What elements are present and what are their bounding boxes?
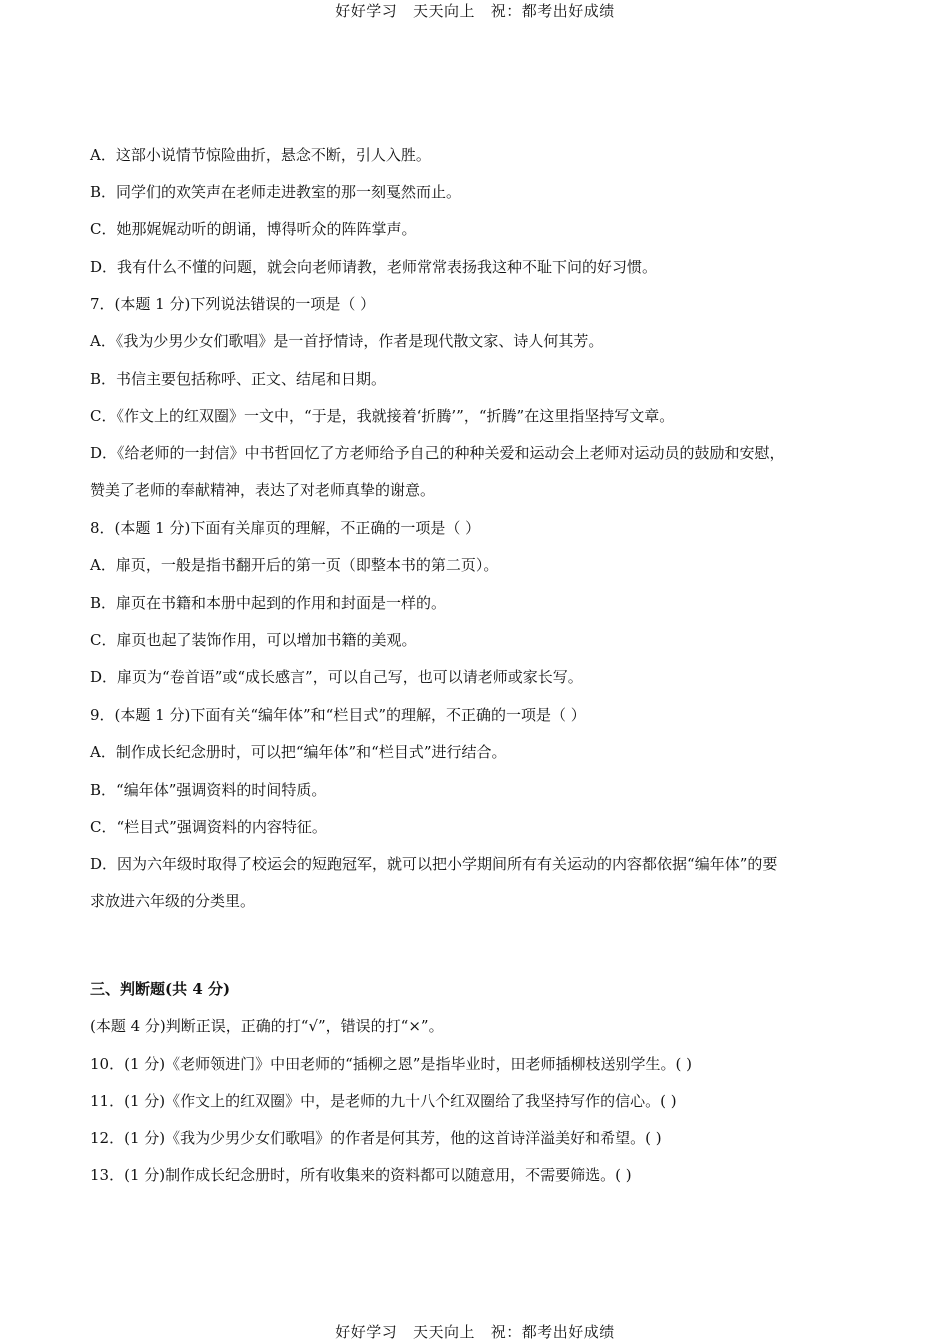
- q6-option-d: D．我有什么不懂的问题，就会向老师请教，老师常常表扬我这种不耻下问的好习惯。: [90, 258, 658, 276]
- judgment-item-13: 13．(1 分)制作成长纪念册时，所有收集来的资料都可以随意用，不需要筛选。( ): [90, 1166, 632, 1184]
- q8-option-c: C．扉页也起了装饰作用，可以增加书籍的美观。: [90, 631, 417, 649]
- q6-option-a: A．这部小说情节惊险曲折，悬念不断，引人入胜。: [90, 146, 431, 164]
- q9-option-d-cont: 求放进六年级的分类里。: [90, 892, 256, 910]
- section-title: 三、判断题(共 4 分): [90, 980, 231, 998]
- judgment-item-12: 12．(1 分)《我为少男少女们歌唱》的作者是何其芳，他的这首诗洋溢美好和希望。( ): [90, 1129, 662, 1147]
- page-header: 好好学习 天天向上 祝：都考出好成绩: [335, 2, 615, 20]
- q6-option-b: B．同学们的欢笑声在老师走进教室的那一刻戛然而止。: [90, 183, 462, 201]
- q8-option-d: D．扉页为“卷首语”或“成长感言”，可以自己写，也可以请老师或家长写。: [90, 668, 583, 686]
- q8-stem: 8．(本题 1 分)下面有关扉页的理解，不正确的一项是（ ）: [90, 519, 481, 537]
- page-footer: 好好学习 天天向上 祝：都考出好成绩: [335, 1323, 615, 1341]
- q7-option-c: C．《作文上的红双圈》一文中，“于是，我就接着‘折腾’”，“折腾”在这里指坚持写文章。: [90, 407, 675, 425]
- q7-option-a: A．《我为少男少女们歌唱》是一首抒情诗，作者是现代散文家、诗人何其芳。: [90, 332, 604, 350]
- q9-option-a: A．制作成长纪念册时，可以把“编年体”和“栏目式”进行结合。: [90, 743, 507, 761]
- q7-option-d: D．《给老师的一封信》中书哲回忆了方老师给予自己的种种关爱和运动会上老师对运动员的鼓励和安慰，: [90, 444, 785, 462]
- q6-option-c: C．她那娓娓动听的朗诵，博得听众的阵阵掌声。: [90, 220, 417, 238]
- q9-option-c: C．“栏目式”强调资料的内容特征。: [90, 818, 327, 836]
- section-instruction: (本题 4 分)判断正误，正确的打“√”，错误的打“×”。: [90, 1017, 444, 1035]
- q7-option-d-cont: 赞美了老师的奉献精神，表达了对老师真挚的谢意。: [90, 481, 436, 499]
- judgment-item-10: 10．(1 分)《老师领进门》中田老师的“插柳之恩”是指毕业时，田老师插柳枝送别学生。( ): [90, 1055, 692, 1073]
- q7-option-b: B．书信主要包括称呼、正文、结尾和日期。: [90, 370, 387, 388]
- q8-option-a: A．扉页，一般是指书翻开后的第一页（即整本书的第二页）。: [90, 556, 499, 574]
- q7-stem: 7．(本题 1 分)下列说法错误的一项是（ ）: [90, 295, 376, 313]
- q8-option-b: B．扉页在书籍和本册中起到的作用和封面是一样的。: [90, 594, 447, 612]
- judgment-item-11: 11．(1 分)《作文上的红双圈》中，是老师的九十八个红双圈给了我坚持写作的信心。( ): [90, 1092, 677, 1110]
- q9-option-d: D．因为六年级时取得了校运会的短跑冠军，就可以把小学期间所有有关运动的内容都依据“编年体”的要: [90, 855, 778, 873]
- q9-option-b: B．“编年体”强调资料的时间特质。: [90, 781, 327, 799]
- q9-stem: 9．(本题 1 分)下面有关“编年体”和“栏目式”的理解，不正确的一项是（ ）: [90, 706, 586, 724]
